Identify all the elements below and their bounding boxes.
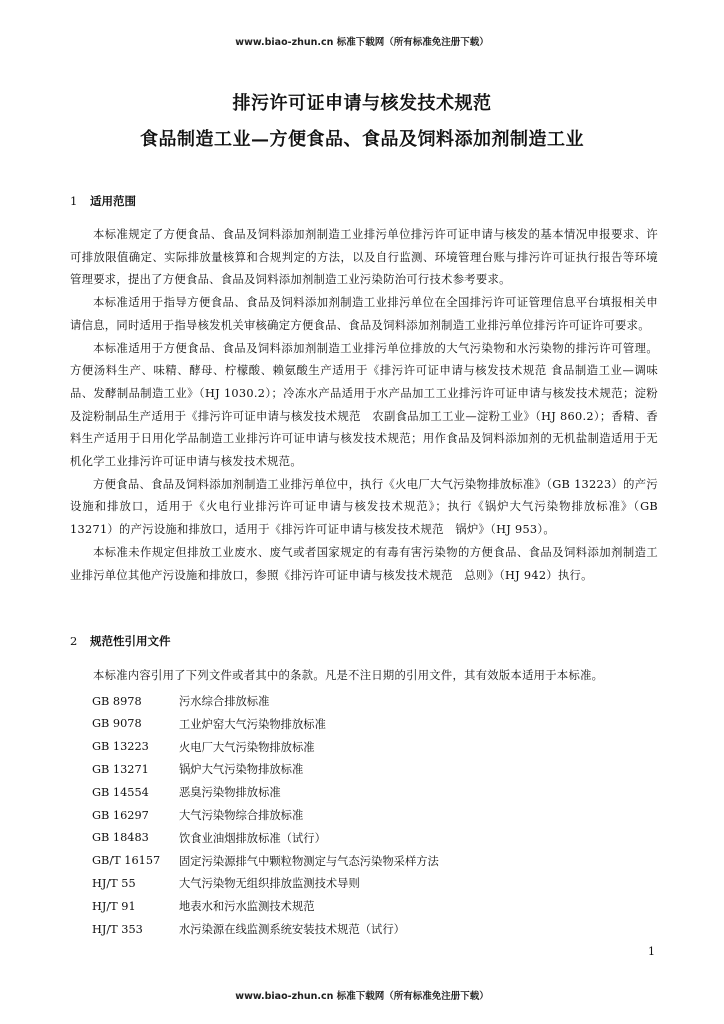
- reference-row: [70, 872, 658, 895]
- reference-code: HJ/T 55: [92, 876, 136, 890]
- reference-title: 水污染源在线监测系统安装技术规范（试行）: [179, 923, 405, 937]
- paragraph: 本标准适用于指导方便食品、食品及饲料添加剂制造工业排污单位在全国排污许可证管理信息平台填报相关申请信息，同时适用于指导核发机关审核确定方便食品、食品及饲料添加剂制造工业排污单位排污许可证许可要求。: [70, 296, 658, 332]
- reference-code: HJ/T 91: [92, 899, 136, 913]
- section-title: 规范性引用文件: [90, 634, 171, 648]
- reference-code: GB 13223: [92, 740, 149, 754]
- reference-code: GB 8978: [92, 694, 142, 708]
- section-title: 适用范围: [90, 194, 136, 208]
- reference-code: GB 18483: [92, 831, 149, 845]
- page-footer: www.biao-zhun.cn 标准下载网（所有标准免注册下载）: [235, 991, 489, 1002]
- paragraph: 本标准规定了方便食品、食品及饲料添加剂制造工业排污单位排污许可证申请与核发的基本情况申报要求、许可排放限值确定、实际排放量核算和合规判定的方法，以及自行监测、环境管理台账与排污许可证执行报告等环境管理要求，提出了方便食品、食品及饲料添加剂制造工业污染防治可行技术参考要求。: [70, 228, 658, 287]
- reference-title: 锅炉大气污染物排放标准: [179, 763, 304, 777]
- reference-row: [70, 804, 658, 827]
- reference-row: [70, 826, 658, 849]
- reference-title: 饮食业油烟排放标准（试行）: [179, 831, 326, 845]
- reference-title: 火电厂大气污染物排放标准: [179, 740, 315, 754]
- reference-row: [70, 735, 658, 758]
- reference-intro: 本标准内容引用了下列文件或者其中的条款。凡是不注日期的引用文件，其有效版本适用于本标准。: [93, 669, 604, 682]
- paragraph: 本标准未作规定但排放工业废水、废气或者国家规定的有毒有害污染物的方便食品、食品及饲料添加剂制造工业排污单位其他产污设施和排放口，参照《排污许可证申请与核发技术规范 总则》（HJ 942）执行。: [70, 545, 658, 582]
- reference-row: [70, 713, 658, 736]
- reference-code: GB 16297: [92, 808, 149, 822]
- reference-row: [70, 690, 658, 713]
- section-2-heading: [70, 633, 171, 649]
- reference-title: 固定污染源排气中颗粒物测定与气态污染物采样方法: [179, 854, 439, 868]
- reference-title: 工业炉窑大气污染物排放标准: [179, 717, 326, 731]
- section-1-body: [70, 224, 658, 587]
- reference-list: [70, 665, 658, 940]
- reference-code: GB 13271: [92, 762, 149, 776]
- reference-row: [70, 781, 658, 804]
- reference-code: HJ/T 353: [92, 922, 143, 936]
- paragraph: 本标准适用于方便食品、食品及饲料添加剂制造工业排污单位排放的大气污染物和水污染物的排污许可管理。方便汤料生产、味精、酵母、柠檬酸、赖氨酸生产适用于《排污许可证申请与核发技术规范 食品制造工业—调味品、发酵制品制造工业》（HJ 1030.2）；冷冻水产品适用于水产品加工工业排污许可证申请与核发技术规范；淀粉及淀粉制品生产适用于《排污许可证申请与核发技术规范 农副食品加工工业—淀粉工业》（HJ 860.2）；香精、香料生产适用于日用化学品制造工业排污许可证申请与核发技术规范；用作食品及饲料添加剂的无机盐制造适用于无机化学工业排污许可证申请与核发技术规范。: [70, 341, 658, 469]
- section-number: 2: [70, 634, 78, 648]
- reference-code: GB/T 16157: [92, 854, 161, 868]
- reference-title: 大气污染物无组织排放监测技术导则: [179, 877, 360, 891]
- document-title: 排污许可证申请与核发技术规范: [232, 93, 492, 114]
- section-number: 1: [70, 194, 78, 208]
- reference-title: 污水综合排放标准: [179, 695, 270, 709]
- reference-title: 大气污染物综合排放标准: [179, 809, 304, 823]
- reference-title: 恶臭污染物排放标准: [179, 786, 281, 800]
- reference-code: GB 9078: [92, 717, 142, 731]
- reference-row: [70, 758, 658, 781]
- section-1-heading: [70, 193, 136, 209]
- reference-title: 地表水和污水监测技术规范: [179, 900, 315, 914]
- reference-code: GB 14554: [92, 785, 149, 799]
- page-number: 1: [648, 945, 655, 958]
- reference-row: [70, 849, 658, 872]
- paragraph: 方便食品、食品及饲料添加剂制造工业排污单位中，执行《火电厂大气污染物排放标准》（GB 13223）的产污设施和排放口，适用于《火电行业排污许可证申请与核发技术规范》；执行《锅炉大气污染物排放标准》（GB 13271）的产污设施和排放口，适用于《排污许可证申请与核发技术规范 锅炉》（HJ 953）。: [70, 477, 658, 537]
- page-header: www.biao-zhun.cn 标准下载网（所有标准免注册下载）: [235, 37, 489, 48]
- document-subtitle: 食品制造工业—方便食品、食品及饲料添加剂制造工业: [140, 129, 584, 150]
- reference-row: [70, 895, 658, 918]
- reference-row: [70, 918, 658, 941]
